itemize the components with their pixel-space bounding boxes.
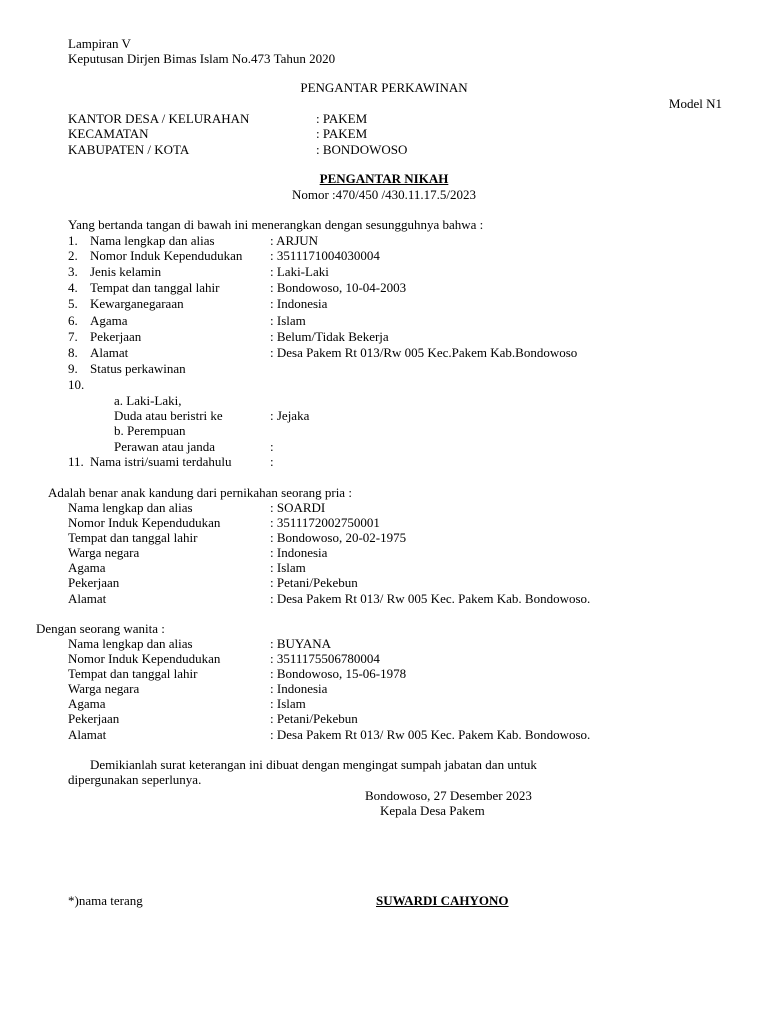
father-row-label: Pekerjaan bbox=[68, 575, 120, 590]
mother-row-label: Agama bbox=[68, 696, 106, 711]
father-row-value: : Bondowoso, 20-02-1975 bbox=[270, 530, 407, 545]
father-intro: Adalah benar anak kandung dari pernikahan seorang pria : bbox=[48, 485, 352, 500]
place-date: Bondowoso, 27 Desember 2023 bbox=[365, 788, 532, 803]
item-number: 8. bbox=[68, 345, 78, 360]
item-number: 10. bbox=[68, 377, 85, 392]
father-row-value: : Petani/Pekebun bbox=[270, 575, 358, 590]
father-row-label: Nama lengkap dan alias bbox=[68, 500, 193, 515]
item-number: 7. bbox=[68, 329, 78, 344]
item-number: 5. bbox=[68, 296, 78, 311]
lampiran-label: Lampiran V bbox=[68, 36, 131, 51]
mother-row-value: : Bondowoso, 15-06-1978 bbox=[270, 666, 407, 681]
item-number: 3. bbox=[68, 264, 78, 279]
office-value-kecamatan: : PAKEM bbox=[316, 126, 368, 141]
item-number: 11. bbox=[68, 454, 84, 469]
office-label-kecamatan: KECAMATAN bbox=[68, 126, 149, 141]
mother-row-label: Warga negara bbox=[68, 681, 140, 696]
mother-row-value: : BUYANA bbox=[270, 636, 332, 651]
item-number: 6. bbox=[68, 313, 78, 328]
item-label: Agama bbox=[90, 313, 128, 328]
letter-intro: Yang bertanda tangan di bawah ini menerangkan dengan sesungguhnya bahwa : bbox=[68, 217, 484, 232]
office-value-kabupaten: : BONDOWOSO bbox=[316, 142, 408, 157]
sub-item-b-value: : bbox=[270, 439, 274, 454]
father-row-label: Nomor Induk Kependudukan bbox=[68, 515, 221, 530]
item-number: 1. bbox=[68, 233, 78, 248]
office-label-kabupaten: KABUPATEN / KOTA bbox=[68, 142, 190, 157]
mother-row-label: Pekerjaan bbox=[68, 711, 120, 726]
item-value: : Islam bbox=[270, 313, 306, 328]
mother-intro: Dengan seorang wanita : bbox=[36, 621, 165, 636]
mother-row-value: : Petani/Pekebun bbox=[270, 711, 358, 726]
mother-row-value: : Desa Pakem Rt 013/ Rw 005 Kec. Pakem Kab. Bondowoso. bbox=[270, 727, 591, 742]
father-row-label: Tempat dan tanggal lahir bbox=[68, 530, 198, 545]
item-value: : Laki-Laki bbox=[270, 264, 329, 279]
item-label: Nama istri/suami terdahulu bbox=[90, 454, 232, 469]
sub-item-b-detail: Perawan atau janda bbox=[114, 439, 216, 454]
father-row-value: : SOARDI bbox=[270, 500, 326, 515]
letter-number: Nomor :470/450 /430.11.17.5/2023 bbox=[291, 187, 477, 202]
item-value: : Belum/Tidak Bekerja bbox=[270, 329, 389, 344]
mother-row-label: Tempat dan tanggal lahir bbox=[68, 666, 198, 681]
closing-statement: Demikianlah surat keterangan ini dibuat dengan mengingat sumpah jabatan dan untuk bbox=[90, 757, 537, 772]
item-value: : bbox=[270, 454, 274, 469]
item-value: : ARJUN bbox=[270, 233, 319, 248]
item-number: 2. bbox=[68, 248, 78, 263]
father-row-value: : Islam bbox=[270, 560, 306, 575]
mother-row-label: Nomor Induk Kependudukan bbox=[68, 651, 221, 666]
item-label: Tempat dan tanggal lahir bbox=[90, 280, 220, 295]
item-label: Alamat bbox=[90, 345, 129, 360]
name-note: *)nama terang bbox=[68, 893, 143, 908]
sub-item-a-label: a. Laki-Laki, bbox=[114, 393, 182, 408]
signer-position: Kepala Desa Pakem bbox=[380, 803, 485, 818]
item-label: Kewarganegaraan bbox=[90, 296, 184, 311]
model-code: Model N1 bbox=[668, 96, 722, 111]
item-label: Jenis kelamin bbox=[90, 264, 162, 279]
mother-row-label: Alamat bbox=[68, 727, 107, 742]
closing-statement-cont: dipergunakan seperlunya. bbox=[68, 772, 202, 787]
item-value: : 3511171004030004 bbox=[270, 248, 380, 263]
letter-title: PENGANTAR NIKAH bbox=[319, 171, 449, 186]
decree-reference: Keputusan Dirjen Bimas Islam No.473 Tahun 2020 bbox=[68, 51, 336, 66]
father-row-label: Warga negara bbox=[68, 545, 140, 560]
sub-item-b-label: b. Perempuan bbox=[114, 423, 186, 438]
item-value: : Indonesia bbox=[270, 296, 328, 311]
office-value-kantor: : PAKEM bbox=[316, 111, 368, 126]
sub-item-a-value: : Jejaka bbox=[270, 408, 310, 423]
sub-item-a-detail: Duda atau beristri ke bbox=[114, 408, 223, 423]
mother-row-value: : 3511175506780004 bbox=[270, 651, 380, 666]
form-title: PENGANTAR PERKAWINAN bbox=[300, 80, 468, 95]
father-row-label: Alamat bbox=[68, 591, 107, 606]
father-row-value: : Desa Pakem Rt 013/ Rw 005 Kec. Pakem Kab. Bondowoso. bbox=[270, 591, 591, 606]
office-label-kantor: KANTOR DESA / KELURAHAN bbox=[68, 111, 250, 126]
signer-name: SUWARDI CAHYONO bbox=[376, 893, 509, 908]
item-value: : Desa Pakem Rt 013/Rw 005 Kec.Pakem Kab.Bondowoso bbox=[270, 345, 578, 360]
father-row-value: : Indonesia bbox=[270, 545, 328, 560]
father-row-value: : 3511172002750001 bbox=[270, 515, 380, 530]
item-label: Nomor Induk Kependudukan bbox=[90, 248, 243, 263]
father-row-label: Agama bbox=[68, 560, 106, 575]
mother-row-value: : Islam bbox=[270, 696, 306, 711]
item-label: Pekerjaan bbox=[90, 329, 142, 344]
item-value: : Bondowoso, 10-04-2003 bbox=[270, 280, 407, 295]
mother-row-label: Nama lengkap dan alias bbox=[68, 636, 193, 651]
item-number: 4. bbox=[68, 280, 78, 295]
mother-row-value: : Indonesia bbox=[270, 681, 328, 696]
item-label: Status perkawinan bbox=[90, 361, 186, 376]
item-label: Nama lengkap dan alias bbox=[90, 233, 215, 248]
item-number: 9. bbox=[68, 361, 78, 376]
